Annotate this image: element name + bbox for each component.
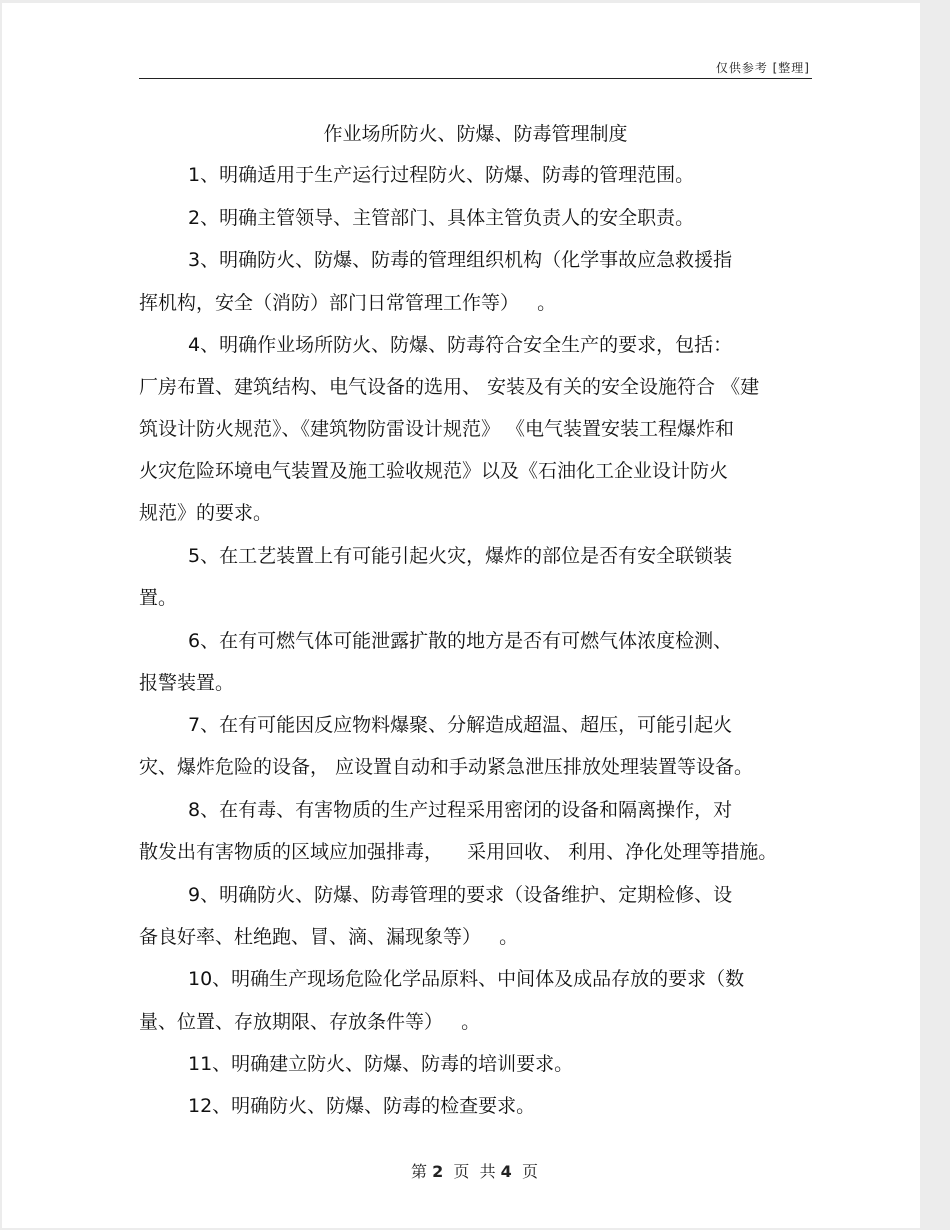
document-page xyxy=(2,3,920,1228)
header-note: 仅供参考 [整理] xyxy=(715,61,810,75)
body-line: 量、位置、存放期限、存放条件等） 。 xyxy=(139,1011,481,1033)
footer-middle: 页 共 xyxy=(443,1162,501,1181)
body-line: 备良好率、杜绝跑、冒、滴、漏现象等） 。 xyxy=(139,926,519,948)
footer-prefix: 第 xyxy=(411,1162,433,1181)
body-line: 散发出有害物质的区域应加强排毒， 采用回收、 利用、净化处理等措施。 xyxy=(139,841,778,863)
body-line: 2、明确主管领导、主管部门、具体主管负责人的安全职责。 xyxy=(188,207,695,229)
body-line: 报警装置。 xyxy=(139,672,235,694)
total-pages-number: 4 xyxy=(500,1162,512,1181)
body-line: 5、在工艺装置上有可能引起火灾，爆炸的部位是否有安全联锁装 xyxy=(188,545,733,567)
body-line: 12、明确防火、防爆、防毒的检查要求。 xyxy=(188,1095,536,1117)
body-line: 厂房布置、建筑结构、电气设备的选用、 安装及有关的安全设施符合 《建 xyxy=(139,376,760,398)
body-line: 4、明确作业场所防火、防爆、防毒符合安全生产的要求，包括： xyxy=(188,334,733,356)
body-line: 7、在有可能因反应物料爆聚、分解造成超温、超压，可能引起火 xyxy=(188,714,733,736)
page-footer xyxy=(2,1159,947,1182)
body-line: 规范》的要求。 xyxy=(139,502,273,524)
current-page-number: 2 xyxy=(432,1162,444,1181)
body-line: 灾、爆炸危险的设备， 应设置自动和手动紧急泄压排放处理装置等设备。 xyxy=(139,756,754,778)
body-line: 9、明确防火、防爆、防毒管理的要求（设备维护、定期检修、设 xyxy=(188,884,733,906)
body-line: 3、明确防火、防爆、防毒的管理组织机构（化学事故应急救援指 xyxy=(188,249,733,271)
body-line: 筑设计防火规范》、《建筑物防雷设计规范》 《电气装置安装工程爆炸和 xyxy=(139,418,735,440)
document-title: 作业场所防火、防爆、防毒管理制度 xyxy=(323,123,628,145)
body-line: 11、明确建立防火、防爆、防毒的培训要求。 xyxy=(188,1053,574,1075)
body-line: 置。 xyxy=(139,587,178,609)
footer-suffix: 页 xyxy=(511,1162,538,1181)
body-line: 8、在有毒、有害物质的生产过程采用密闭的设备和隔离操作，对 xyxy=(188,799,733,821)
body-line: 6、在有可燃气体可能泄露扩散的地方是否有可燃气体浓度检测、 xyxy=(188,630,733,652)
body-line: 1、明确适用于生产运行过程防火、防爆、防毒的管理范围。 xyxy=(188,164,695,186)
header-divider xyxy=(139,78,812,79)
body-line: 挥机构，安全（消防）部门日常管理工作等） 。 xyxy=(139,292,557,314)
body-line: 10、明确生产现场危险化学品原料、中间体及成品存放的要求（数 xyxy=(188,968,745,990)
body-line: 火灾危险环境电气装置及施工验收规范》以及《石油化工企业设计防火 xyxy=(139,460,729,482)
